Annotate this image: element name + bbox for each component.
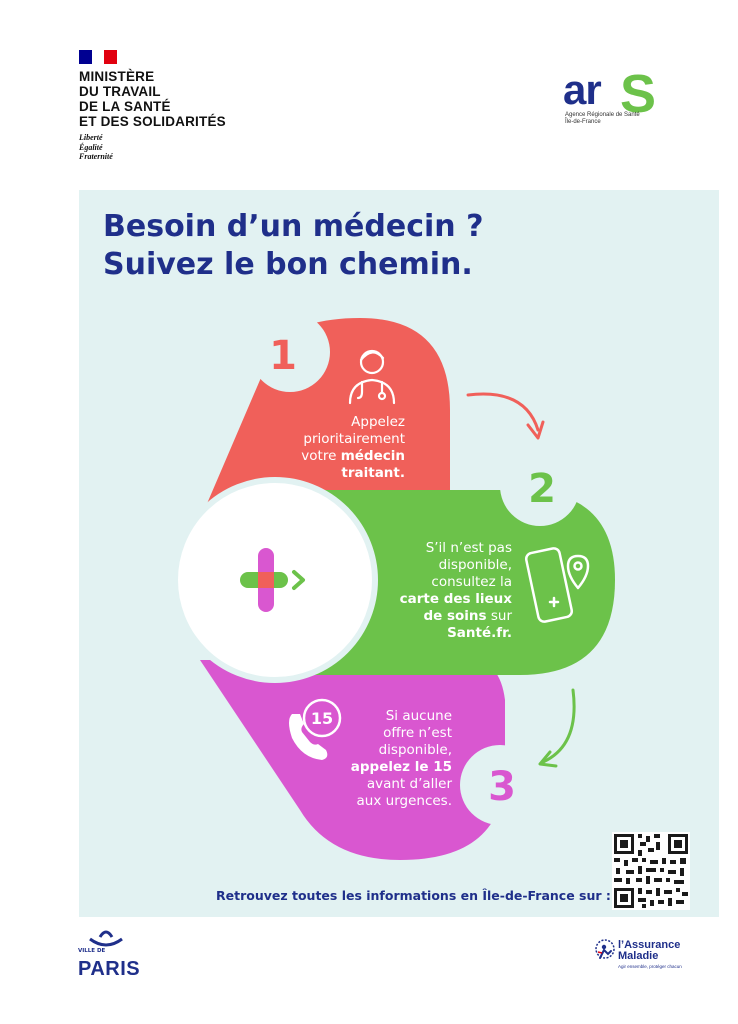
step2-line bbox=[390, 625, 512, 642]
step3-line: avant d’aller bbox=[366, 776, 452, 792]
step2-line-bold: de soins bbox=[423, 608, 487, 624]
step2-line: consultez la bbox=[431, 574, 512, 590]
assurance-maladie-icon bbox=[594, 938, 616, 964]
step3-number: 3 bbox=[488, 764, 516, 810]
ars-subtitle-line: Île-de-France bbox=[565, 119, 601, 125]
motto-line: Liberté bbox=[79, 133, 103, 142]
step2-number: 2 bbox=[528, 466, 556, 512]
ministry-line: MINISTÈRE bbox=[79, 69, 155, 84]
ministry-line: ET DES SOLIDARITÉS bbox=[79, 114, 226, 129]
paris-ship-icon bbox=[86, 927, 126, 947]
step2-line bbox=[390, 591, 512, 608]
step1-line-bold: traitant. bbox=[341, 465, 405, 481]
step2-line: disponible, bbox=[438, 557, 512, 573]
title-line-2: Suivez le bon chemin. bbox=[103, 247, 473, 282]
step3-line: offre n’est bbox=[383, 725, 452, 741]
ministry-line: DE LA SANTÉ bbox=[79, 99, 171, 114]
paris-ville-label: VILLE DE bbox=[78, 948, 106, 954]
phone-15-number: 15 bbox=[310, 709, 334, 728]
step3-line: disponible, bbox=[378, 742, 452, 758]
title-line-1: Besoin d’un médecin ? bbox=[103, 209, 484, 244]
step1-line bbox=[285, 448, 405, 465]
step2-line-plain: sur bbox=[486, 608, 512, 624]
ministry-line: DU TRAVAIL bbox=[79, 84, 161, 99]
step3-line: Si aucune bbox=[385, 708, 452, 724]
step1-line bbox=[285, 465, 405, 482]
step2-line-bold: carte des lieux bbox=[399, 591, 512, 607]
arrow-curve-icon bbox=[540, 690, 574, 766]
step2-line bbox=[390, 608, 512, 625]
step3-line-bold: appelez le 15 bbox=[350, 759, 452, 775]
step3-text bbox=[330, 708, 452, 810]
step2-text bbox=[390, 540, 512, 642]
step2-line: S’il n’est pas bbox=[425, 540, 512, 556]
step1-line: Appelez bbox=[351, 414, 405, 430]
assurance-maladie-tagline: Agir ensemble, protéger chacun bbox=[618, 964, 682, 969]
step1-text bbox=[285, 414, 405, 482]
ars-logo-word: ar bbox=[563, 66, 601, 113]
step1-line: prioritairement bbox=[303, 431, 405, 447]
qr-code[interactable] bbox=[612, 832, 690, 910]
step1-line-plain: votre bbox=[301, 448, 341, 464]
am-title-line: l’Assurance bbox=[618, 939, 681, 951]
am-title-line: Maladie bbox=[618, 950, 659, 962]
step3-line bbox=[330, 759, 452, 776]
step3-line: aux urgences. bbox=[356, 793, 452, 809]
step2-line-bold: Santé.fr. bbox=[447, 625, 512, 641]
step1-line-bold: médecin bbox=[340, 448, 405, 464]
assurance-maladie-title bbox=[618, 940, 680, 962]
paris-word: PARIS bbox=[78, 958, 141, 980]
ars-subtitle-line: Agence Régionale de Santé bbox=[565, 112, 640, 118]
step1-number: 1 bbox=[269, 333, 297, 379]
motto-line: Fraternité bbox=[79, 152, 113, 161]
ars-logo-s: S bbox=[620, 64, 657, 124]
arrow-curve-icon bbox=[468, 394, 543, 438]
footer-info-text: Retrouvez toutes les informations en Île-de-France sur : bbox=[216, 888, 611, 903]
motto-line: Égalité bbox=[79, 142, 103, 152]
